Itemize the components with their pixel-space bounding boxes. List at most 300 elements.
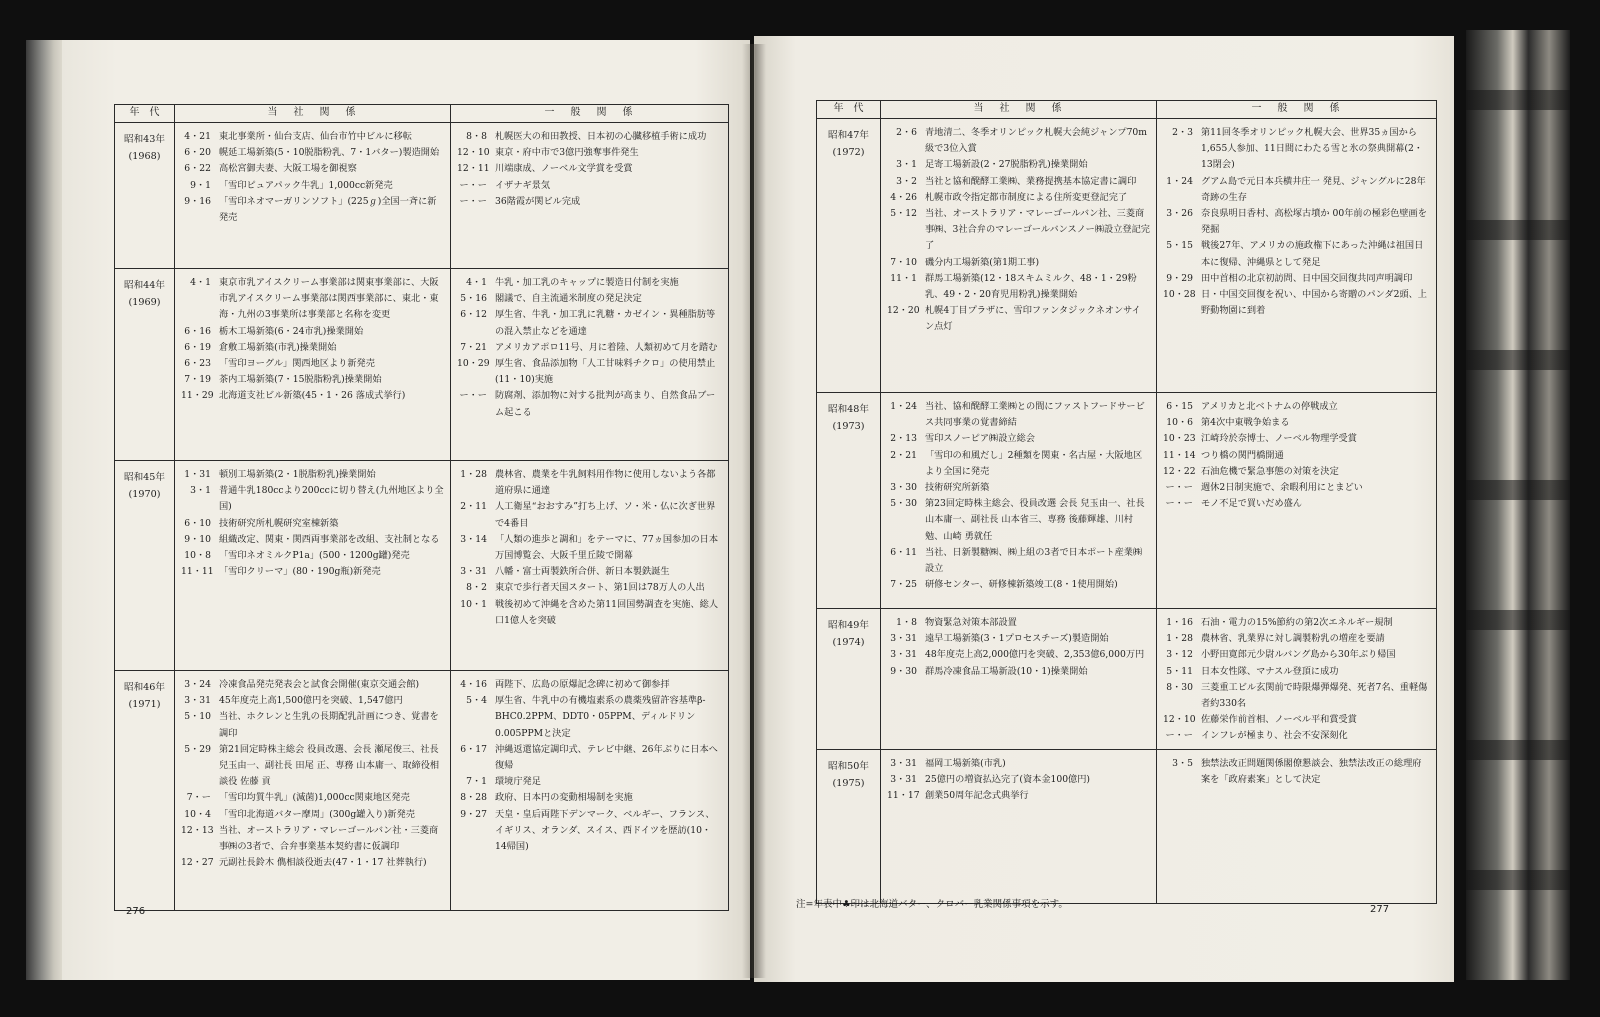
ad-year: (1970) (128, 489, 161, 500)
left-page (62, 40, 750, 980)
entry-text: 当社、日新製糖㈱、㈱上組の3者で日本ポート産業㈱設立 (925, 546, 1143, 575)
entry-date: 12・10 (1163, 714, 1196, 726)
timeline-entry (887, 772, 1150, 788)
entry-date: 3・24 (184, 679, 211, 690)
entry-text: 当社、オーストラリア・マレーゴールバン社、三菱商事㈱、3社合弁のマレーゴールバンスノー㈱設立登記完了 (925, 208, 1150, 252)
entry-date: 7・25 (890, 579, 917, 591)
entry-text: 人工衛星“おおすみ”打ち上げ、ソ・米・仏に次ぎ世界で4番目 (495, 501, 716, 529)
entry-text: 25億円の増資払込完了(資本金100億円) (925, 773, 1091, 785)
timeline-entry (181, 145, 444, 161)
entry-date: 1・24 (1166, 175, 1193, 187)
entry-text: 第23回定時株主総会、役員改選 会長 兒玉由一、社長 山本庸一、副社長 山本省三、専務 後藤輝雄、川村 勉、山崎 勇就任 (925, 498, 1145, 542)
entry-text: 東京市乳アイスクリーム事業部は関東事業部に、大阪市乳アイスクリーム事業部は関西事業部に、東北・東海・九州の3事業所は事業部と名称を変更 (219, 277, 439, 321)
entry-date: 6・19 (184, 341, 211, 353)
entry-text: 「雪印ネオマーガリンソフト」(225ℊ)全国一斉に新発売 (219, 195, 437, 224)
entry-date: 3・30 (890, 482, 917, 494)
year-row (817, 749, 1437, 903)
ad-year: (1969) (128, 297, 161, 308)
year-row (115, 269, 729, 461)
timeline-entry (457, 340, 722, 356)
timeline-entry (887, 125, 1150, 157)
entry-date: ー・ー (459, 179, 487, 191)
header-year: 年代 (817, 101, 881, 119)
entry-date: 7・10 (890, 256, 917, 268)
timeline-entry (181, 855, 444, 871)
timeline-entry (181, 742, 444, 791)
header-general: 一般関係 (1157, 101, 1437, 119)
timeline-entry (887, 577, 1150, 593)
company-events-cell (175, 461, 451, 671)
timeline-entry (1163, 431, 1430, 447)
entry-text: 「雪印クリーマ」(80・190g瓶)新発売 (219, 566, 381, 578)
entry-date: 12・20 (887, 305, 920, 317)
year-cell (115, 269, 175, 461)
open-book (26, 30, 1570, 988)
entry-date: 3・12 (1166, 649, 1193, 661)
entry-date: 1・28 (460, 469, 487, 480)
timeline-entry (457, 774, 722, 790)
entry-date: 3・5 (1172, 757, 1193, 769)
ad-year: (1973) (832, 421, 865, 432)
timeline-entry (887, 431, 1150, 447)
entry-date: 10・8 (184, 550, 211, 562)
entry-date: 11・14 (1163, 449, 1196, 461)
entry-text: 足寄工場新設(2・27脱脂粉乳)操業開始 (925, 159, 1088, 171)
entry-date: 5・12 (890, 208, 917, 220)
timeline-entry (457, 161, 722, 177)
timeline-entry (1163, 238, 1430, 270)
timeline-entry (181, 548, 444, 564)
entry-date: 12・22 (1163, 465, 1196, 477)
timeline-entry (887, 303, 1150, 335)
entry-text: 東京・府中市で3億円強奪事件発生 (495, 147, 639, 159)
entry-text: 当社、ホクレンと生乳の長期配乳計画につき、覚書を調印 (219, 711, 439, 739)
timeline-entry (457, 807, 722, 856)
entry-text: 頓別工場新築(2・1脱脂粉乳)操業開始 (219, 469, 376, 480)
timeline-entry (457, 145, 722, 161)
year-cell (817, 393, 881, 609)
entry-date: 1・31 (184, 469, 211, 480)
entry-text: 研修センター、研修棟新築竣工(8・1使用開始) (925, 579, 1118, 591)
entry-date: 4・1 (466, 277, 487, 288)
entry-text: アメリカと北ベトナムの停戦成立 (1201, 401, 1338, 412)
year-row (817, 609, 1437, 750)
entry-date: 12・11 (457, 163, 490, 175)
entry-date: ー・ー (459, 195, 487, 207)
entry-date: 5・30 (890, 498, 917, 510)
entry-date: 7・ー (186, 792, 211, 804)
timeline-entry (1163, 448, 1430, 464)
entry-date: 1・28 (1166, 633, 1193, 645)
entry-date: 3・31 (460, 566, 487, 578)
timeline-entry (887, 271, 1150, 303)
timeline-entry (457, 580, 722, 596)
year-row (817, 119, 1437, 393)
entry-text: 環境庁発足 (495, 776, 541, 788)
timeline-entry (457, 194, 722, 210)
year-row (115, 123, 729, 269)
entry-text: 札幌4丁目プラザに、雪印ファンタジックネオンサイン点灯 (925, 305, 1141, 333)
entry-date: 2・3 (1172, 127, 1193, 138)
timeline-entry (1163, 712, 1430, 728)
timeline-entry (457, 677, 722, 693)
entry-date: 6・23 (184, 358, 211, 370)
entry-date: 1・16 (1166, 617, 1193, 628)
timeline-entry (457, 467, 722, 499)
year-row (115, 461, 729, 671)
entry-text: 「人類の進歩と調和」をテーマに、77ヵ国参加の日本万国博覧会、大阪千里丘陵で開幕 (495, 533, 719, 562)
entry-date: 12・13 (181, 824, 214, 836)
entry-text: 奈良県明日香村、高松塚古墳か 00年前の極彩色壁画を発掘 (1201, 208, 1427, 236)
year-row (115, 671, 729, 911)
entry-text: 栃木工場新築(6・24市乳)操業開始 (219, 325, 364, 337)
era-year: 昭和44年 (124, 280, 165, 291)
timeline-entry (1163, 615, 1430, 631)
timeline-entry (457, 790, 722, 806)
table-header-row (817, 101, 1437, 119)
entry-date: 3・1 (190, 485, 211, 497)
entry-date: 5・15 (1166, 240, 1193, 252)
entry-text: 第11回冬季オリンピック札幌大会、世界35ヵ国から1,655人参加、11日間にわたる雪と氷の祭典開幕(2・13閉会) (1201, 127, 1423, 171)
entry-text: 厚生省、牛乳・加工乳に乳糖・カゼイン・異種脂肪等の混入禁止などを通達 (495, 309, 716, 337)
timeline-entry (181, 709, 444, 741)
entry-text: 札幌医大の和田教授、日本初の心臓移植手術に成功 (495, 131, 707, 142)
general-events-cell (1157, 119, 1437, 393)
entry-date: 9・1 (190, 179, 211, 191)
entry-text: 茶内工場新築(7・15脱脂粉乳)操業開始 (219, 374, 382, 386)
entry-text: 当社、協和醗酵工業㈱との間にファストフードサービス共同事業の覚書締結 (925, 401, 1145, 429)
entry-date: 9・27 (460, 808, 487, 820)
entry-text: 東京で歩行者天国スタート、第1回は78万人の人出 (495, 582, 705, 594)
timeline-entry (887, 631, 1150, 647)
year-cell (115, 671, 175, 911)
year-cell (817, 609, 881, 750)
entry-text: 天皇・皇后両陛下デンマーク、ベルギー、フランス、イギリス、オランダ、スイス、西ドイツを歴訪(10・14帰国) (495, 808, 715, 853)
entry-date: 10・23 (1163, 433, 1196, 445)
entry-text: 冷凍食品発売発表会と試食会開催(東京交通会館) (219, 679, 420, 690)
timeline-entry (181, 340, 444, 356)
general-events-cell (1157, 749, 1437, 903)
timeline-entry (1163, 480, 1430, 496)
timeline-entry (457, 532, 722, 564)
timeline-entry (1163, 399, 1430, 415)
timeline-entry (1163, 287, 1430, 319)
entry-date: 6・10 (184, 517, 211, 529)
era-year: 昭和45年 (124, 472, 165, 483)
entry-text: インフレが極まり、社会不安深刻化 (1201, 730, 1348, 742)
page-number-left: 276 (126, 906, 146, 917)
company-events-cell (175, 671, 451, 911)
entry-text: 福岡工場新築(市乳) (925, 757, 1006, 769)
timeline-entry (181, 372, 444, 388)
general-events-cell (451, 461, 729, 671)
entry-date: 8・28 (460, 792, 487, 804)
timeline-entry (181, 823, 444, 855)
entry-text: 幌延工場新築(5・10脱脂粉乳、7・1バター)製造開始 (219, 147, 440, 159)
entry-text: 川端康成、ノーベル文学賞を受賞 (495, 163, 633, 175)
entry-text: 技術研究所札幌研究室棟新築 (219, 517, 339, 529)
entry-text: 群馬工場新築(12・18スキムミルク、48・1・29粉乳、49・2・20育児用粉乳)操業開始 (925, 272, 1137, 301)
entry-date: 4・21 (184, 131, 211, 142)
timeline-entry (887, 545, 1150, 577)
timeline-entry (887, 756, 1150, 772)
entry-date: 9・30 (890, 665, 917, 677)
entry-date: 5・11 (1166, 665, 1193, 677)
entry-text: 「雪印ヨーグル」関西地区より新発売 (219, 358, 375, 370)
entry-text: アメリカアポロ11号、月に着陸、人類初めて月を踏む (495, 341, 718, 353)
timeline-entry (1163, 271, 1430, 287)
timeline-entry (887, 399, 1150, 431)
timeline-entry (457, 564, 722, 580)
header-year: 年代 (115, 105, 175, 123)
entry-text: 独禁法改正問題関係閣僚懇談会、独禁法改正の総理府案を「政府素案」として決定 (1201, 757, 1422, 785)
entry-text: 沖縄返還協定調印式、テレビ中継、26年ぶりに日本へ復帰 (495, 743, 718, 772)
footnote: 注=年表中♣印は北海道バター、クロバー乳業関係事項を示す。 (796, 899, 1068, 910)
entry-text: 48年度売上高2,000億円を突破、2,353億6,000万円 (925, 649, 1145, 661)
general-events-cell (1157, 393, 1437, 609)
entry-text: 三菱重工ビル玄関前で時限爆弾爆発、死者7名、重軽傷者約330名 (1201, 681, 1428, 710)
entry-text: 第21回定時株主総会 役員改選、会長 瀬尾俊三、社長 兒玉由一、副社長 田尾 正、専務 山本庸一、取締役相談役 佐藤 貢 (219, 743, 440, 788)
entry-text: 江崎玲於奈博士、ノーベル物理学受賞 (1201, 433, 1357, 445)
entry-text: 遠早工場新築(3・1プロセスチーズ)製造開始 (925, 633, 1109, 645)
entry-date: 6・22 (184, 163, 211, 175)
entry-text: 戦後27年、アメリカの施政権下にあった沖縄は祖国日本に復帰、沖縄県として発足 (1201, 240, 1424, 268)
timeline-entry (457, 597, 722, 629)
era-year: 昭和43年 (124, 134, 165, 145)
header-company: 当社関係 (175, 105, 451, 123)
entry-date: 10・28 (1163, 289, 1196, 301)
entry-text: モノ不足で買いだめ盛ん (1201, 498, 1302, 510)
timeline-entry (181, 388, 444, 404)
entry-text: 当社、オーストラリア・マレーゴールバン社・三菱商事㈱の3者で、合弁事業基本契約書に仮調印 (219, 824, 439, 853)
year-cell (115, 123, 175, 269)
timeline-entry (181, 178, 444, 194)
timeline-entry (1163, 728, 1430, 744)
entry-text: 閣議で、自主流通米制度の発足決定 (495, 293, 642, 305)
entry-text: グアム島で元日本兵横井庄一 発見、ジャングルに28年奇跡の生存 (1201, 175, 1426, 203)
timeline-entry (887, 664, 1150, 680)
ad-year: (1974) (832, 637, 865, 648)
entry-date: 8・30 (1166, 681, 1193, 693)
entry-text: 厚生省、牛乳中の有機塩素系の農薬残留許容基準β-BHC0.2PPM、DDT0・05PPM、ディルドリン0.005PPMと決定 (495, 695, 706, 739)
entry-date: 2・11 (460, 501, 487, 513)
company-events-cell (881, 393, 1157, 609)
timeline-entry (887, 174, 1150, 190)
header-general: 一般関係 (451, 105, 729, 123)
general-events-cell (1157, 609, 1437, 750)
entry-text: 普通牛乳180ccより200ccに切り替え(九州地区より全国) (219, 485, 444, 513)
entry-text: 防腐剤、添加物に対する批判が高まり、自然食品ブーム起こる (495, 390, 716, 418)
entry-text: 小野田寛郎元少尉ルバング島から30年ぶり帰国 (1201, 649, 1396, 661)
entry-date: 3・31 (890, 649, 917, 661)
timeline-entry (181, 807, 444, 823)
entry-text: 農林省、乳業界に対し調製粉乳の増産を要請 (1201, 633, 1385, 645)
year-cell (115, 461, 175, 671)
entry-date: 11・11 (181, 566, 214, 578)
timeline-entry (181, 790, 444, 806)
entry-date: 1・24 (890, 401, 917, 412)
entry-date: 2・13 (890, 433, 917, 445)
entry-date: ー・ー (1165, 482, 1193, 494)
entry-text: 当社と協和醗酵工業㈱、業務提携基本協定書に調印 (925, 175, 1137, 187)
timeline-entry (181, 483, 444, 515)
entry-date: 5・10 (184, 711, 211, 723)
ad-year: (1975) (832, 777, 865, 789)
book-cover-right-photo (1466, 30, 1570, 980)
timeline-entry (457, 129, 722, 145)
ad-year: (1968) (128, 151, 161, 162)
entry-date: 11・1 (890, 272, 917, 284)
entry-text: 札幌市政令指定都市制度による住所変更登記完了 (925, 191, 1128, 203)
entry-date: 12・10 (457, 147, 490, 159)
entry-date: 3・31 (890, 633, 917, 645)
general-events-cell (451, 269, 729, 461)
entry-text: 日本女性隊、マナスル登頂に成功 (1201, 665, 1339, 677)
entry-date: 6・12 (460, 309, 487, 321)
timeline-entry (457, 275, 722, 291)
general-events-cell (451, 671, 729, 911)
timeline-entry (887, 255, 1150, 271)
entry-date: 4・1 (190, 277, 211, 288)
timeline-entry (1163, 680, 1430, 712)
entry-text: 組織改定、関東・関西両事業部を改組、支社制となる (219, 533, 440, 545)
entry-text: 元副社長鈴木 儁相談役逝去(47・1・17 社葬執行) (219, 857, 427, 869)
timeline-entry (1163, 125, 1430, 174)
entry-date: 6・15 (1166, 401, 1193, 412)
entry-text: 週休2日制実施で、余暇利用にとまどい (1201, 482, 1363, 494)
entry-text: 東北事業所・仙台支店、仙台市竹中ビルに移転 (219, 131, 412, 142)
entry-text: 第4次中東戦争始まる (1201, 417, 1290, 429)
entry-date: 5・4 (466, 695, 487, 707)
entry-date: ー・ー (1165, 730, 1193, 742)
timeline-entry (457, 307, 722, 339)
entry-text: 厚生省、食品添加物「人工甘味料チクロ」の使用禁止(11・10)実施 (495, 358, 716, 386)
table-header-row (115, 105, 729, 123)
entry-text: 石油危機で緊急事態の対策を決定 (1201, 465, 1339, 477)
entry-text: 田中首相の北京初訪問、日中国交回復共同声明調印 (1201, 272, 1413, 284)
entry-date: 2・21 (890, 449, 917, 461)
timeline-entry (457, 693, 722, 742)
entry-text: 群馬冷凍食品工場新設(10・1)操業開始 (925, 665, 1088, 677)
timeline-entry (457, 356, 722, 388)
year-row (817, 393, 1437, 609)
entry-text: 八幡・富士両製鉄所合併、新日本製鉄誕生 (495, 566, 670, 578)
page-number-right: 277 (1370, 904, 1390, 915)
year-cell (817, 749, 881, 903)
timeline-entry (1163, 631, 1430, 647)
timeline-entry (887, 480, 1150, 496)
entry-date: 1・8 (896, 617, 917, 628)
company-events-cell (175, 269, 451, 461)
entry-date: 12・27 (181, 857, 214, 869)
entry-date: 3・14 (460, 533, 487, 545)
timeline-entry (181, 324, 444, 340)
entry-text: 「雪印ピュアパック牛乳」1,000cc新発売 (219, 179, 393, 191)
timeline-entry (457, 291, 722, 307)
entry-date: 9・29 (1166, 272, 1193, 284)
timeline-entry (887, 206, 1150, 255)
entry-text: つり橋の関門橋開通 (1201, 449, 1284, 461)
timeline-entry (181, 677, 444, 693)
general-events-cell (451, 123, 729, 269)
entry-date: 7・21 (460, 341, 487, 353)
timeline-entry (1163, 647, 1430, 663)
timeline-entry (457, 499, 722, 531)
timeline-entry (181, 532, 444, 548)
entry-date: 3・31 (890, 773, 917, 785)
book-gutter (742, 44, 766, 978)
entry-date: 8・8 (466, 131, 487, 142)
timeline-entry (181, 194, 444, 226)
entry-date: 6・16 (184, 325, 211, 337)
timeline-entry (181, 129, 444, 145)
timeline-entry (1163, 415, 1430, 431)
entry-text: 高松宮御夫妻、大阪工場を御視察 (219, 163, 357, 175)
entry-text: 石油・電力の15%節約の第2次エネルギー規制 (1201, 617, 1393, 628)
entry-text: 36階霞が関ビル完成 (495, 195, 581, 207)
timeline-entry (181, 161, 444, 177)
entry-text: 45年度売上高1,500億円を突破、1,547億円 (219, 695, 403, 707)
company-events-cell (881, 609, 1157, 750)
entry-date: 10・4 (184, 808, 211, 820)
entry-text: 創業50周年記念式典挙行 (925, 790, 1029, 802)
entry-date: 6・20 (184, 147, 211, 159)
entry-date: 5・16 (460, 293, 487, 305)
entry-date: 5・29 (184, 743, 211, 755)
entry-text: 両陛下、広島の原爆記念碑に初めて御参拝 (495, 679, 670, 690)
entry-text: 「雪印北海道バター摩周」(300g罐入り)新発売 (219, 808, 415, 820)
timeline-entry (181, 564, 444, 580)
entry-date: 9・10 (184, 533, 211, 545)
entry-text: 倉敷工場新築(市乳)操業開始 (219, 341, 337, 353)
entry-date: 7・1 (466, 776, 487, 788)
entry-date: 3・31 (184, 695, 211, 707)
entry-text: 「雪印の和風だし」2種類を関東・名古屋・大阪地区より全国に発売 (925, 449, 1143, 477)
entry-text: 「雪印ネオミルクP1a」(500・1200g罐)発売 (219, 550, 410, 562)
timeline-entry (887, 157, 1150, 173)
book-cover-left-edge (26, 40, 66, 980)
era-year: 昭和50年 (828, 760, 869, 772)
entry-date: 11・17 (887, 790, 920, 802)
entry-date: ー・ー (1165, 498, 1193, 510)
entry-date: 6・17 (460, 743, 487, 755)
right-page (754, 36, 1454, 982)
timeline-entry (1163, 496, 1430, 512)
timeline-entry (887, 788, 1150, 804)
era-year: 昭和46年 (124, 682, 165, 693)
timeline-entry (457, 388, 722, 420)
entry-date: 10・6 (1166, 417, 1193, 429)
timeline-entry (457, 178, 722, 194)
company-events-cell (175, 123, 451, 269)
timeline-entry (887, 496, 1150, 545)
timeline-table-left (114, 104, 729, 911)
entry-text: 政府、日本円の変動相場制を実施 (495, 792, 633, 804)
entry-text: 牛乳・加工乳のキャップに製造日付制を実施 (495, 277, 679, 288)
timeline-entry (181, 467, 444, 483)
timeline-entry (887, 190, 1150, 206)
timeline-entry (887, 647, 1150, 663)
entry-date: 10・1 (460, 598, 487, 610)
timeline-entry (1163, 756, 1430, 788)
timeline-entry (181, 693, 444, 709)
entry-date: 10・29 (457, 358, 490, 370)
ad-year: (1971) (128, 699, 161, 710)
entry-text: 物資緊急対策本部設置 (925, 617, 1017, 628)
entry-date: 4・26 (890, 191, 917, 203)
entry-text: 「雪印均質牛乳」(減菌)1,000cc関東地区発売 (219, 792, 410, 804)
timeline-table-right (816, 100, 1437, 904)
